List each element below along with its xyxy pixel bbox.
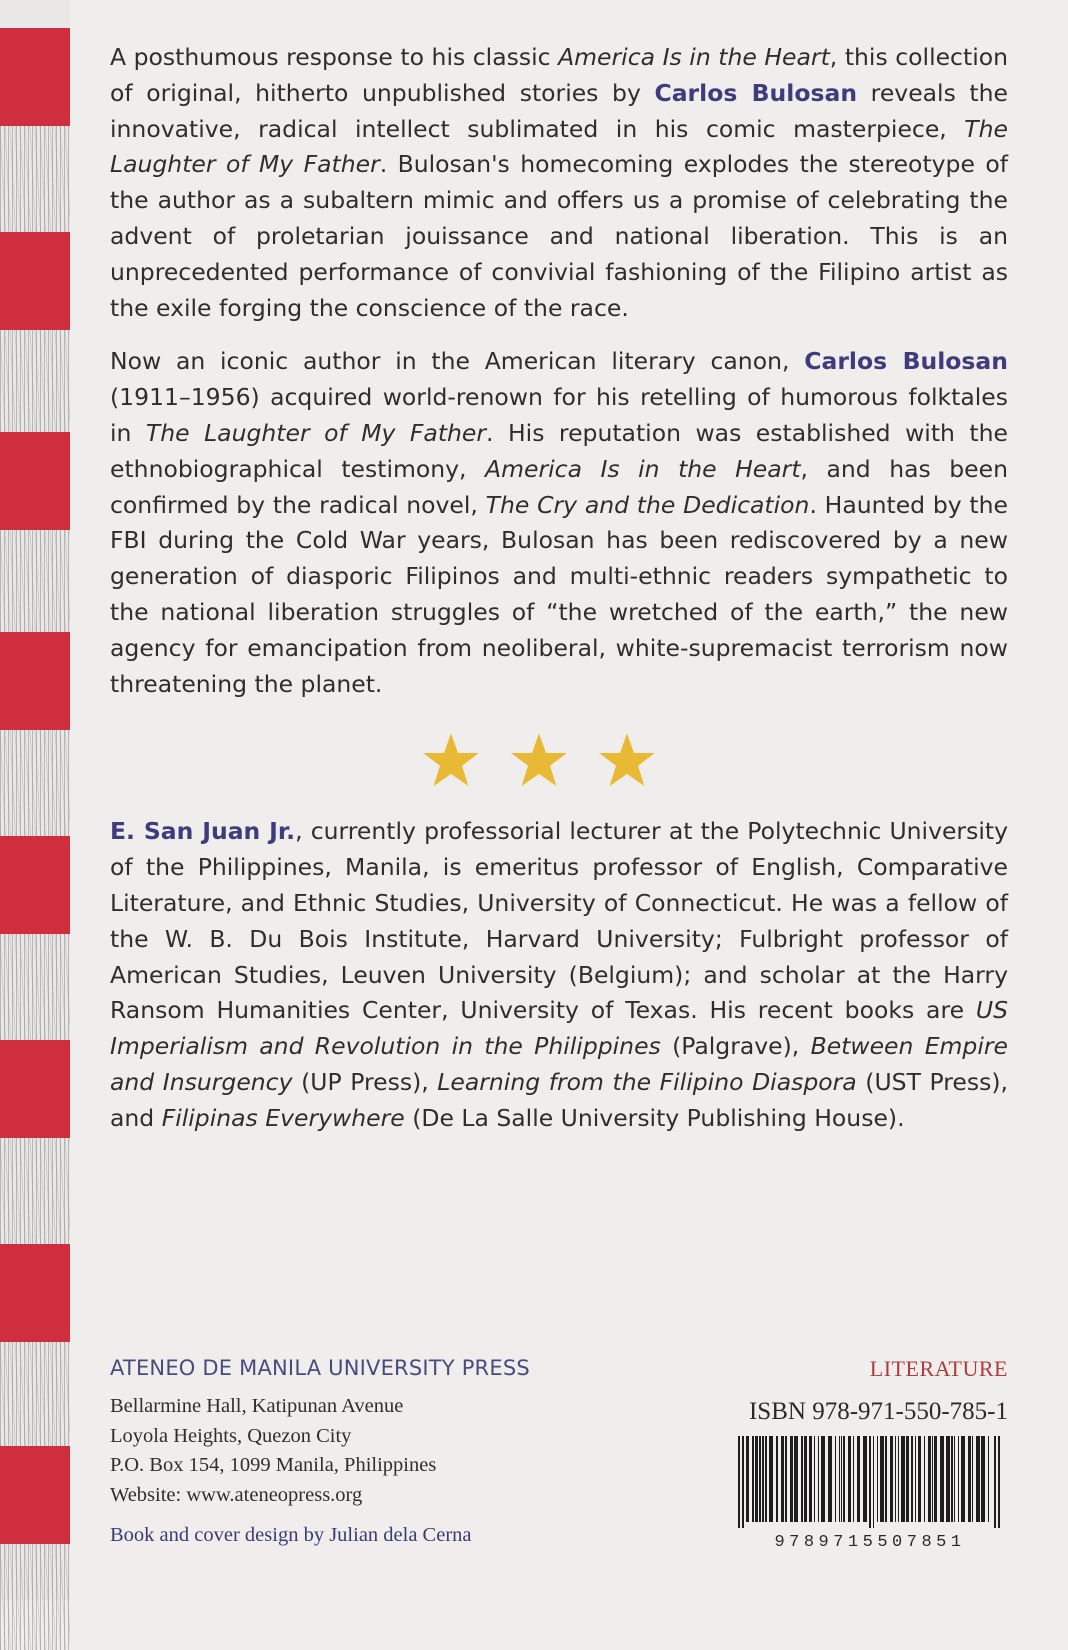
text-run: (Palgrave),	[660, 1032, 811, 1061]
barcode-bar	[814, 1436, 815, 1522]
spine-hatch	[0, 1342, 70, 1448]
spine-pattern	[0, 0, 70, 1600]
design-credit: Book and cover design by Julian dela Cerna	[110, 1524, 472, 1546]
barcode-bar	[742, 1436, 744, 1528]
barcode	[732, 1436, 1008, 1550]
book-title: Filipinas Everywhere	[161, 1103, 405, 1132]
book-title: America Is in the Heart	[485, 454, 801, 483]
barcode-bar	[759, 1436, 761, 1522]
text-run: reveals the innovative, radical intellect sublimated in his comic masterpiece,	[110, 78, 1008, 143]
barcode-bar	[994, 1436, 996, 1528]
spine-red-block	[0, 432, 70, 530]
author-name: Carlos Bulosan	[654, 78, 858, 107]
barcode-bar	[906, 1436, 909, 1522]
barcode-bar	[880, 1436, 884, 1522]
barcode-bar	[853, 1436, 854, 1522]
barcode-bar	[911, 1436, 913, 1522]
blurb-paragraph-1	[110, 40, 1008, 326]
blurb-paragraph-2	[110, 344, 1008, 702]
barcode-bar	[901, 1436, 905, 1522]
barcode-bar	[877, 1436, 878, 1522]
barcode-bar	[932, 1436, 933, 1522]
spine-red-block	[0, 632, 70, 730]
text-run: A posthumous response to his classic	[110, 43, 559, 71]
spine-red-block	[0, 28, 70, 126]
author-bio	[110, 814, 1008, 1136]
barcode-bar	[738, 1436, 740, 1528]
spine-hatch	[0, 730, 70, 836]
spine-red-block	[0, 232, 70, 330]
book-title: The Cry and the Dedication	[485, 490, 810, 519]
barcode-bar	[895, 1436, 896, 1522]
spine-red-block	[0, 1040, 70, 1138]
publisher-footer	[110, 1356, 1008, 1556]
star-icon	[510, 732, 568, 788]
spine-hatch	[0, 1544, 70, 1650]
barcode-bar	[968, 1436, 971, 1522]
category-label: LITERATURE	[869, 1356, 1008, 1381]
barcode-bars	[738, 1436, 1000, 1528]
barcode-bar	[762, 1436, 764, 1522]
text-run: . Bulosan's homecoming explodes the stereotype of the author as a subaltern mimic and offers us a promise of celebrating the advent of proletarian jouissance and national liberation. This is an unprecedented performance of convivial fashioning of the Filipino artist as the exile forging the conscience of the race.	[110, 150, 1008, 322]
barcode-bar	[785, 1436, 787, 1522]
barcode-bar	[843, 1436, 845, 1522]
book-title: The Laughter of My Father	[110, 114, 1008, 179]
barcode-bar	[828, 1436, 832, 1522]
barcode-bar	[885, 1436, 887, 1522]
text-run: , and has been confirmed by the radical novel,	[110, 454, 1008, 519]
bio-author-name: E. San Juan Jr.	[110, 817, 296, 846]
barcode-bar	[848, 1436, 851, 1522]
barcode-bar	[857, 1436, 860, 1522]
spine-hatch	[0, 330, 70, 436]
spine-hatch	[0, 530, 70, 636]
book-title: Between Empire and Insurgency	[110, 1032, 1009, 1096]
barcode-bar	[776, 1436, 778, 1522]
publisher-address	[110, 1392, 436, 1510]
text-run: (De La Salle University Publishing House).	[404, 1103, 905, 1132]
address-line: Loyola Heights, Quezon City	[110, 1424, 352, 1447]
barcode-bar	[924, 1436, 925, 1522]
book-title: The Laughter of My Father	[145, 418, 487, 447]
barcode-bar	[946, 1436, 950, 1522]
barcode-bar	[890, 1436, 893, 1522]
book-title: US Imperialism and Revolution in the Philippines	[110, 996, 1008, 1061]
text-run: (1911–1956) acquired world-renown for his retelling of humorous folktales in	[110, 383, 1008, 447]
barcode-bar	[940, 1436, 944, 1522]
text-run: , currently professorial lecturer at the Polytechnic University of the Philippines, Manila, is emeritus professor of English, Comparative Literature, and Ethnic Studies, University of Connecticut. He was a fellow of the W. B. Du Bois Institute, Harvard University; Fulbright professor of American Studies, Leuven University (Belgium); and scholar at the Harry Ransom Humanities Center, University of Texas. His recent books are	[110, 817, 1008, 1025]
blurb-area	[110, 40, 1008, 1155]
barcode-bar	[863, 1436, 867, 1522]
barcode-bar	[752, 1436, 754, 1522]
barcode-bar	[972, 1436, 973, 1522]
barcode-bar	[928, 1436, 931, 1522]
barcode-bar	[954, 1436, 955, 1522]
barcode-bar	[746, 1436, 749, 1522]
barcode-bar	[958, 1436, 959, 1522]
barcode-bar	[981, 1436, 985, 1522]
address-line: P.O. Box 154, 1099 Manila, Philippines	[110, 1454, 437, 1476]
barcode-bar	[934, 1436, 937, 1522]
star-icon	[598, 732, 656, 788]
barcode-bar	[839, 1436, 840, 1522]
barcode-bar	[869, 1436, 871, 1528]
text-run: Now an iconic author in the American literary canon,	[110, 347, 805, 376]
barcode-bar	[818, 1436, 819, 1522]
text-run: (UST Press), and	[110, 1067, 1008, 1132]
barcode-digits: 9789715507851	[774, 1533, 966, 1550]
barcode-bar	[951, 1436, 953, 1522]
spine-red-block	[0, 836, 70, 934]
barcode-bar	[961, 1436, 965, 1522]
barcode-bar	[790, 1436, 793, 1522]
spine-hatch	[0, 126, 70, 232]
text-run: . Haunted by the FBI during the Cold War years, Bulosan has been rediscovered by a new generation of diasporic Filipinos and multi-ethnic readers sympathetic to the national liberation struggles of “the wretched of the earth,” the new agency for emancipation from neoliberal, white-supremacist terrorism now threatening the planet.	[110, 490, 1008, 698]
barcode-bar	[998, 1436, 1000, 1528]
barcode-bar	[809, 1436, 812, 1522]
spine-red-block	[0, 1244, 70, 1342]
text-run: . His reputation was established with the ethnobiographical testimony,	[110, 418, 1008, 483]
book-title: Learning from the Filipino Diaspora	[437, 1067, 857, 1096]
spine-red-block	[0, 1446, 70, 1544]
barcode-bar	[794, 1436, 798, 1522]
barcode-bar	[988, 1436, 989, 1522]
barcode-bar	[976, 1436, 980, 1522]
barcode-bar	[841, 1436, 842, 1522]
barcode-bar	[821, 1436, 825, 1522]
star-separator	[110, 732, 1008, 788]
author-name: Carlos Bulosan	[804, 347, 1009, 376]
barcode-bar	[781, 1436, 784, 1522]
barcode-bar	[801, 1436, 803, 1522]
barcode-bar	[765, 1436, 767, 1522]
barcode-bar	[755, 1436, 758, 1522]
barcode-bar	[873, 1436, 874, 1528]
barcode-bar	[915, 1436, 916, 1522]
barcode-bar	[804, 1436, 807, 1522]
website-line: Website: www.ateneopress.org	[110, 1483, 363, 1506]
address-line: Bellarmine Hall, Katipunan Avenue	[110, 1395, 404, 1417]
spine-hatch	[0, 1138, 70, 1244]
barcode-bar	[918, 1436, 921, 1522]
text-run: , this collection of original, hitherto unpublished stories by	[110, 43, 1008, 107]
barcode-bar	[769, 1436, 773, 1522]
book-title: America Is in the Heart	[558, 43, 830, 71]
barcode-bar	[835, 1436, 836, 1522]
isbn-label: ISBN 978-971-550-785-1	[748, 1398, 1008, 1425]
barcode-bar	[898, 1436, 899, 1522]
spine-hatch	[0, 934, 70, 1040]
text-run: (UP Press),	[292, 1067, 438, 1096]
publisher-name: ATENEO DE MANILA UNIVERSITY PRESS	[110, 1356, 530, 1380]
star-icon	[422, 732, 480, 788]
